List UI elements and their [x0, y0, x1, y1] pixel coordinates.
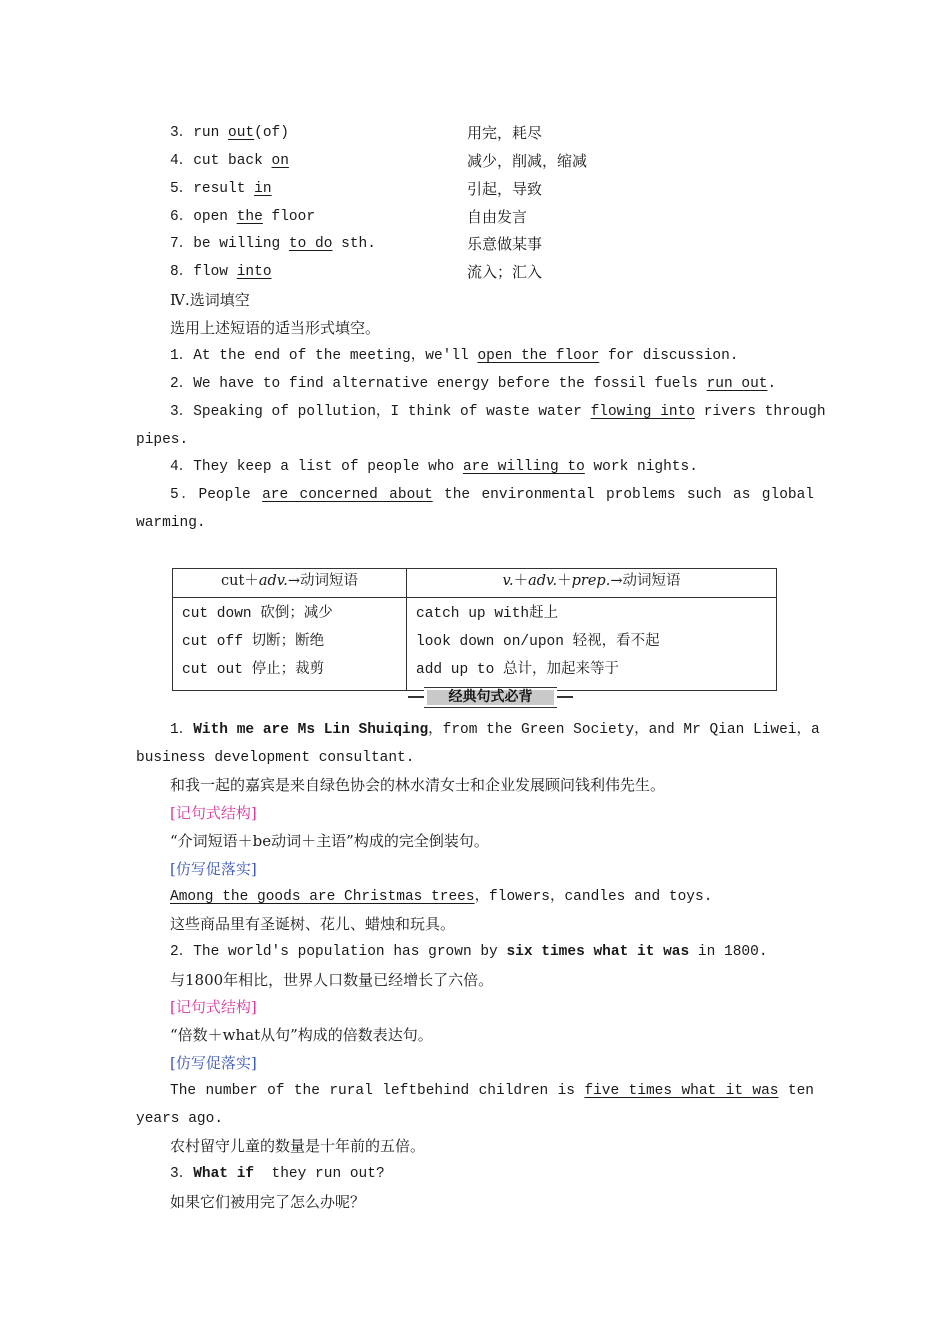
structure-note: “倍数＋what从句”构成的倍数表达句。: [170, 1026, 433, 1044]
practice-sentence: Among the goods are Christmas trees，flowers，candles and toys.: [170, 889, 713, 905]
table-header-v-adv-prep: v.＋adv.＋prep.→动词短语: [407, 569, 777, 598]
practice-translation: 农村留守儿童的数量是十年前的五倍。: [170, 1137, 426, 1155]
tag-practice: [仿写促落实]: [170, 1054, 257, 1072]
key-sentence: 2．The world's population has grown by six times what it was in 1800.: [170, 944, 768, 960]
key-sentence: 3．What if they run out?: [170, 1166, 385, 1182]
phrasal-verb-table: [172, 568, 777, 691]
phrase-item: 8．flow into: [170, 264, 272, 280]
phrase-item: 4．cut back on: [170, 153, 289, 169]
practice-translation: 这些商品里有圣诞树、花儿、蜡烛和玩具。: [170, 915, 456, 933]
fill-sentence-cont: warming.: [136, 515, 206, 531]
table-entry: cut down 砍倒；减少: [182, 606, 333, 622]
structure-note: “介词短语＋be动词＋主语”构成的完全倒装句。: [170, 832, 489, 850]
banner-title: 经典句式必背: [427, 690, 554, 705]
translation: 如果它们被用完了怎么办呢？: [170, 1193, 366, 1211]
table-cell-right: [407, 598, 777, 691]
practice-sentence: The number of the rural leftbehind children is five times what it was ten: [170, 1083, 814, 1099]
table-entry: cut off 切断；断绝: [182, 634, 325, 650]
phrase-item: 6．open the floor: [170, 209, 316, 225]
fill-sentence: 5．People are concerned about the environmental problems such as global: [170, 487, 815, 503]
practice-sentence-cont: years ago.: [136, 1111, 224, 1127]
section-title: Ⅳ.选词填空: [170, 291, 250, 309]
fill-sentence-cont: pipes.: [136, 432, 189, 448]
fill-sentence: 3．Speaking of pollution，I think of waste water flowing into rivers through: [170, 404, 826, 420]
table-entry: cut out 停止；裁剪: [182, 662, 325, 678]
table-entry: add up to 总计，加起来等于: [416, 662, 620, 678]
phrase-meaning: 用完，耗尽: [467, 124, 543, 142]
fill-sentence: 4．They keep a list of people who are willing to work nights.: [170, 459, 698, 475]
table-entry: catch up with赶上: [416, 606, 559, 622]
banner-frame: [424, 687, 557, 708]
fill-sentence: 1．At the end of the meeting，we'll open the floor for discussion.: [170, 348, 739, 364]
phrase-meaning: 自由发言: [467, 208, 528, 226]
table-header-cut: cut＋adv.→动词短语: [173, 569, 407, 598]
table-entry: look down on/upon 轻视，看不起: [416, 634, 660, 650]
phrase-meaning: 乐意做某事: [467, 235, 543, 253]
phrase-meaning: 减少，削减，缩减: [467, 152, 588, 170]
tag-practice: [仿写促落实]: [170, 860, 257, 878]
phrase-meaning: 流入；汇入: [467, 263, 543, 281]
phrase-item: 7．be willing to do sth.: [170, 236, 376, 252]
tag-structure: [记句式结构]: [170, 998, 257, 1016]
tag-structure: [记句式结构]: [170, 804, 257, 822]
section-banner: [408, 686, 573, 708]
phrase-item: 3．run out(of): [170, 125, 289, 141]
section-instruction: 选用上述短语的适当形式填空。: [170, 319, 381, 337]
fill-sentence: 2．We have to find alternative energy before the fossil fuels run out.: [170, 376, 777, 392]
phrase-meaning: 引起，导致: [467, 180, 543, 198]
table-cell-left: [173, 598, 407, 691]
key-sentence-cont: business development consultant.: [136, 750, 415, 766]
translation: 和我一起的嘉宾是来自绿色协会的林水清女士和企业发展顾问钱利伟先生。: [170, 776, 666, 794]
key-sentence: 1．With me are Ms Lin Shuiqing，from the Green Society，and Mr Qian Liwei，a: [170, 722, 820, 738]
translation: 与1800年相比，世界人口数量已经增长了六倍。: [170, 971, 494, 989]
phrase-item: 5．result in: [170, 181, 272, 197]
